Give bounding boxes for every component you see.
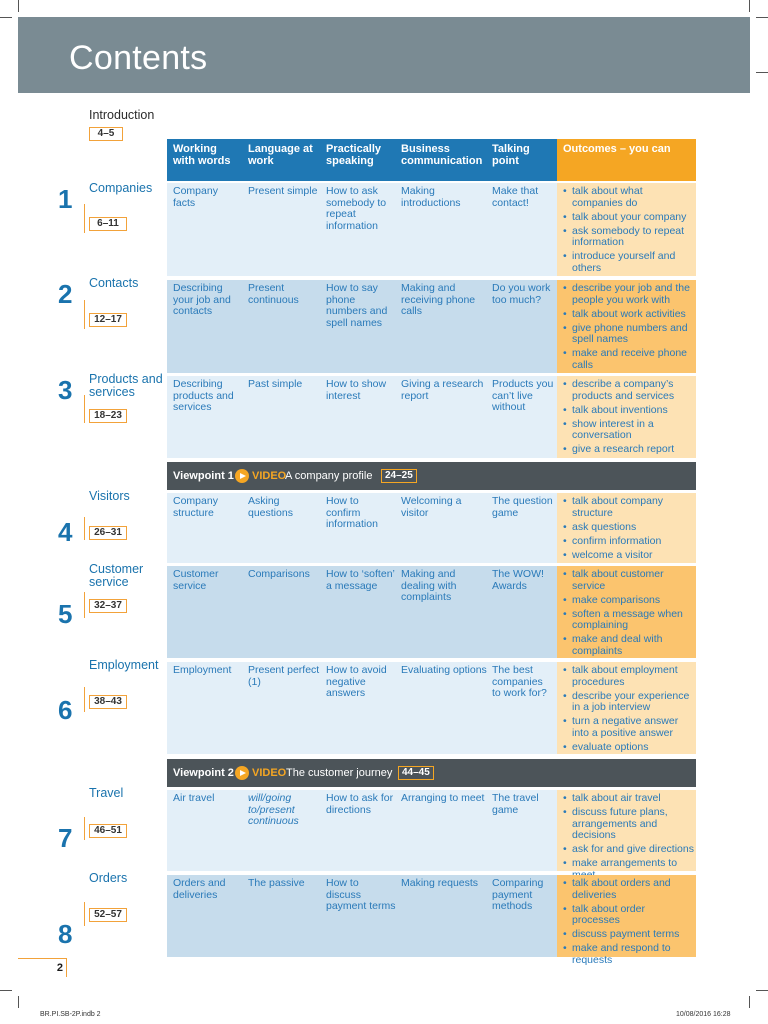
outcome-item: • turn a negative answer into a positive answer <box>563 716 695 739</box>
outcome-item: • confirm information <box>563 536 695 548</box>
unit-cell: The question game <box>492 495 553 519</box>
print-slug-date: 10/08/2016 16:28 <box>676 1011 731 1018</box>
outcome-item: • ask somebody to repeat information <box>563 226 695 249</box>
outcome-item: • talk about air travel <box>563 793 695 805</box>
unit-name: Orders <box>89 871 128 885</box>
viewpoint-pages: 24–25 <box>381 469 417 483</box>
unit-name: Customer service <box>89 562 144 589</box>
viewpoint-bar <box>167 462 696 490</box>
outcome-item: • make comparisons <box>563 595 695 607</box>
outcomes-list <box>563 283 695 374</box>
unit-cell: Describing your job and contacts <box>173 282 231 317</box>
outcomes-list <box>563 496 695 564</box>
unit-name: Employment <box>89 658 159 672</box>
outcome-item: • discuss future plans, arrangements and decisions <box>563 807 695 842</box>
unit-name: Visitors <box>89 489 130 503</box>
unit-cell: How to confirm information <box>326 495 378 530</box>
col-header-practically-speaking: Practically speaking <box>320 139 395 181</box>
unit-cell: How to discuss payment terms <box>326 877 396 912</box>
viewpoint-title: The customer journey <box>286 767 393 779</box>
viewpoint-title: A company profile <box>285 470 373 482</box>
unit-divider <box>84 817 85 840</box>
unit-divider <box>84 687 85 712</box>
unit-number: 2 <box>58 279 73 309</box>
col-header-language-at-work: Language at work <box>242 139 320 181</box>
unit-cell: Employment <box>173 664 232 676</box>
intro-label: Introduction <box>89 108 155 122</box>
unit-number: 4 <box>58 517 73 547</box>
print-slug-file: BR.PI.SB-2P.indb 2 <box>40 1011 101 1018</box>
unit-cell: will/going to/present continuous <box>248 792 299 827</box>
outcomes-list <box>563 878 695 969</box>
outcomes-list <box>563 793 695 884</box>
unit-cell: Welcoming a visitor <box>401 495 462 519</box>
unit-pages: 32–37 <box>89 599 127 613</box>
unit-divider <box>84 902 85 926</box>
unit-cell: Asking questions <box>248 495 293 519</box>
outcome-item: • ask questions <box>563 522 695 534</box>
outcome-item: • show interest in a conversation <box>563 419 695 442</box>
unit-number: 5 <box>58 599 73 629</box>
viewpoint-label: Viewpoint 1 <box>173 470 234 482</box>
unit-pages: 52–57 <box>89 908 127 922</box>
crop-mark <box>18 0 19 12</box>
outcome-item: • describe your experience in a job interview <box>563 691 695 714</box>
outcome-item: • describe your job and the people you work with <box>563 283 695 306</box>
outcome-item: • talk about what companies do <box>563 186 695 209</box>
outcome-item: • make and deal with complaints <box>563 634 695 657</box>
unit-cell: How to ask somebody to repeat information <box>326 185 387 232</box>
outcome-item: • talk about company structure <box>563 496 695 519</box>
crop-mark <box>749 0 750 12</box>
col-header-business-communication: Business communication <box>395 139 486 181</box>
crop-mark <box>0 17 12 18</box>
unit-number: 8 <box>58 919 73 949</box>
unit-cell: Present perfect (1) <box>248 664 320 688</box>
outcome-item: • ask for and give directions <box>563 844 695 856</box>
unit-cell: Make that contact! <box>492 185 539 209</box>
unit-cell: How to ‘soften’ a message <box>326 568 395 592</box>
unit-name: Companies <box>89 181 153 195</box>
play-icon <box>235 469 249 483</box>
page-number: 2 <box>56 962 63 974</box>
outcomes-list <box>563 665 695 756</box>
outcome-item: • talk about orders and deliveries <box>563 878 695 901</box>
outcome-item: • give phone numbers and spell names <box>563 323 695 346</box>
unit-cell: Making introductions <box>401 185 461 209</box>
outcomes-list <box>563 379 695 458</box>
unit-name: Travel <box>89 786 124 800</box>
unit-name: Products and services <box>89 372 163 399</box>
outcome-item: • introduce yourself and others <box>563 251 695 274</box>
viewpoint-video-label: VIDEO <box>252 767 287 779</box>
viewpoint-label: Viewpoint 2 <box>173 767 234 779</box>
col-header-working-with-words: Working with words <box>167 139 242 181</box>
outcome-item: • describe a company’s products and services <box>563 379 695 402</box>
crop-mark <box>749 996 750 1008</box>
viewpoint-bar <box>167 759 696 787</box>
outcome-item: • make arrangements to <box>563 858 695 881</box>
unit-cell: The passive <box>248 877 305 889</box>
outcome-item: • talk about order processes <box>563 904 695 927</box>
unit-cell: Orders and deliveries <box>173 877 226 901</box>
outcome-item: • make and respond to requests <box>563 943 695 966</box>
unit-cell: Giving a research report <box>401 378 484 402</box>
unit-cell: How to show interest <box>326 378 387 402</box>
unit-number: 3 <box>58 375 73 405</box>
outcome-item: • talk about work activities <box>563 309 695 321</box>
unit-pages: 38–43 <box>89 695 127 709</box>
outcome-item: • give a research report <box>563 444 695 456</box>
crop-mark <box>756 72 768 73</box>
unit-cell: Customer service <box>173 568 219 592</box>
viewpoint-pages: 44–45 <box>398 766 434 780</box>
unit-cell: How to avoid negative answers <box>326 664 387 699</box>
unit-cell: Products you can’t live without <box>492 378 554 413</box>
intro-pages: 4–5 <box>89 127 123 141</box>
unit-cell: Making and dealing with complaints <box>401 568 457 603</box>
unit-cell: Describing products and services <box>173 378 234 413</box>
crop-mark <box>0 990 12 991</box>
unit-cell: Comparing payment methods <box>492 877 544 912</box>
outcome-item: • talk about your company <box>563 212 695 224</box>
outcome-item: • talk about inventions <box>563 405 695 417</box>
unit-cell: Comparisons <box>248 568 310 580</box>
unit-pages: 6–11 <box>89 217 127 231</box>
unit-number: 1 <box>58 184 73 214</box>
outcome-item: • welcome a visitor <box>563 550 695 562</box>
outcome-item: • talk about employment procedures <box>563 665 695 688</box>
col-header-outcomes: Outcomes – you can <box>557 139 696 181</box>
unit-pages: 26–31 <box>89 526 127 540</box>
unit-pages: 12–17 <box>89 313 127 327</box>
unit-cell: Present continuous <box>248 282 299 306</box>
page-number-box <box>18 958 67 977</box>
unit-divider <box>84 395 85 423</box>
outcome-item: • talk about customer service <box>563 569 695 592</box>
unit-divider <box>84 517 85 540</box>
unit-pages: 18–23 <box>89 409 127 423</box>
unit-cell: Air travel <box>173 792 215 804</box>
viewpoint-video-label: VIDEO <box>252 470 287 482</box>
outcome-item: • make and receive phone calls <box>563 348 695 371</box>
crop-mark <box>756 990 768 991</box>
play-icon <box>235 766 249 780</box>
unit-number: 7 <box>58 823 73 853</box>
outcome-item: • discuss payment terms <box>563 929 695 941</box>
outcome-item: • soften a message when complaining <box>563 609 695 632</box>
unit-divider <box>84 592 85 618</box>
outcomes-list <box>563 569 695 660</box>
unit-pages: 46–51 <box>89 824 127 838</box>
page-title: Contents <box>69 39 208 77</box>
unit-cell: The WOW! Awards <box>492 568 544 592</box>
unit-cell: Do you work too much? <box>492 282 551 306</box>
unit-cell: The best companies to work for? <box>492 664 547 699</box>
unit-cell: Making requests <box>401 877 479 889</box>
unit-divider <box>84 204 85 233</box>
unit-cell: Company facts <box>173 185 218 209</box>
unit-cell: The travel game <box>492 792 539 816</box>
unit-divider <box>84 300 85 329</box>
unit-cell: How to ask for directions <box>326 792 394 816</box>
crop-mark <box>18 996 19 1008</box>
unit-cell: How to say phone numbers and spell names <box>326 282 388 329</box>
unit-cell: Past simple <box>248 378 303 390</box>
unit-cell: Company structure <box>173 495 218 519</box>
unit-cell: Evaluating options <box>401 664 487 676</box>
crop-mark <box>756 17 768 18</box>
outcomes-list <box>563 186 695 277</box>
unit-cell: Present simple <box>248 185 318 197</box>
unit-number: 6 <box>58 695 73 725</box>
col-header-talking-point: Talking point <box>486 139 557 181</box>
unit-cell: Arranging to meet <box>401 792 485 804</box>
outcome-item: • evaluate options <box>563 742 695 754</box>
unit-name: Contacts <box>89 276 139 290</box>
unit-cell: Making and receiving phone calls <box>401 282 476 317</box>
